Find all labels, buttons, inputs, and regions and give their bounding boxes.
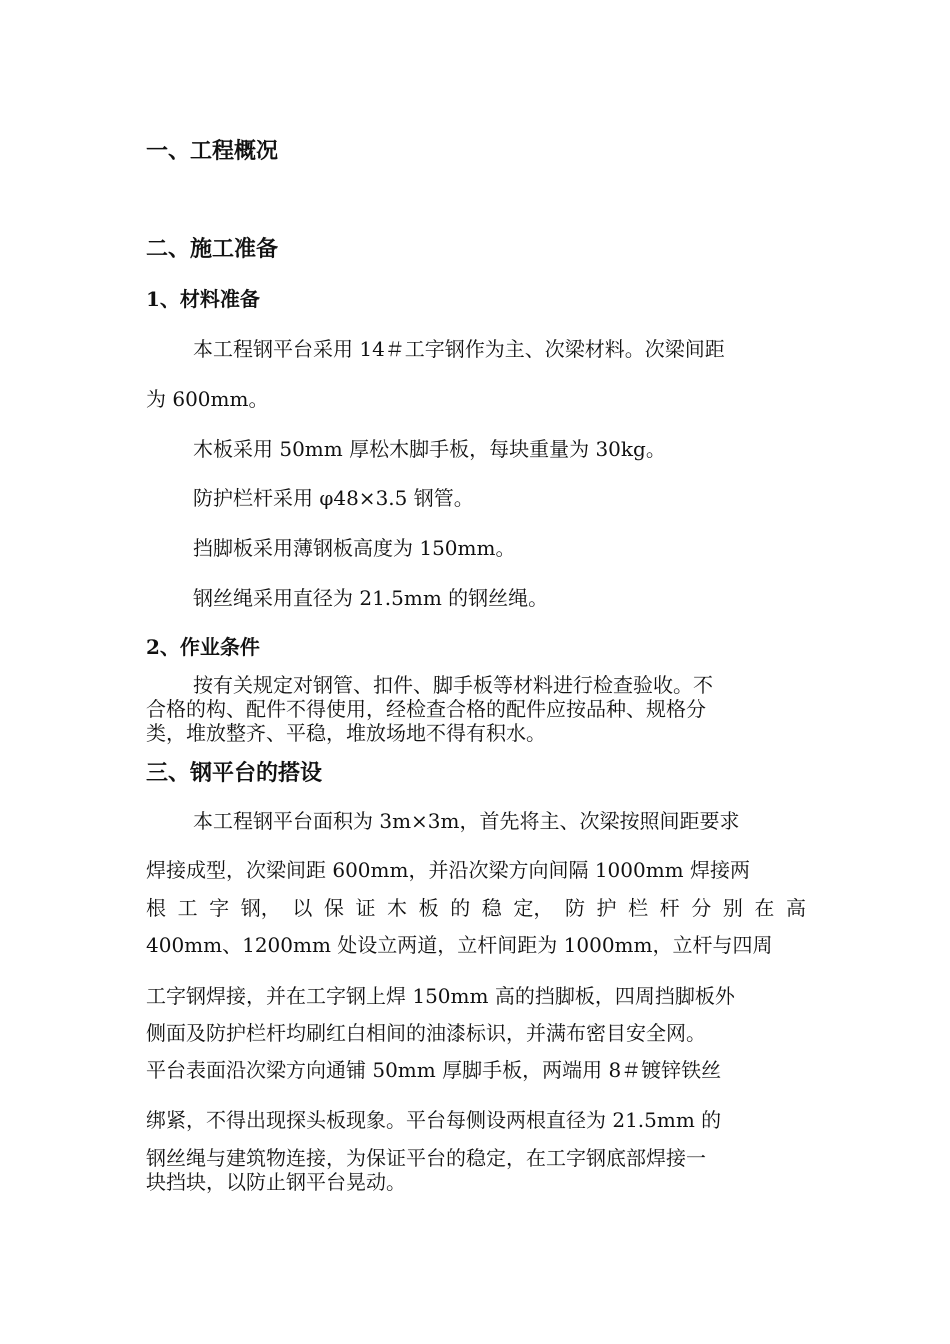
spaced-text-segment: 别	[722, 896, 743, 920]
heading-project-overview: 一、工程概况	[146, 138, 279, 164]
paragraph-erection-line10: 块挡块，以防止钢平台晃动。	[146, 1170, 406, 1194]
spaced-text-segment: 以	[292, 896, 313, 920]
paragraph-erection-line1: 本工程钢平台面积为 3m×3m，首先将主、次梁按照间距要求	[193, 809, 740, 833]
spaced-text-segment: 字	[209, 896, 230, 920]
paragraph-erection-line3	[146, 894, 806, 922]
paragraph-steel-platform-line1: 本工程钢平台采用 14＃工字钢作为主、次梁材料。次梁间距	[193, 337, 725, 361]
paragraph-erection-line2: 焊接成型，次梁间距 600mm，并沿次梁方向间隔 1000mm 焊接两	[146, 858, 751, 882]
subheading-material-preparation: 1、材料准备	[146, 287, 260, 311]
subheading-working-conditions: 2、作业条件	[146, 635, 260, 659]
spaced-text-segment: 板	[418, 896, 439, 920]
spaced-text-segment: 定，	[513, 896, 554, 920]
paragraph-steel-platform-line2: 为 600mm。	[146, 387, 269, 411]
paragraph-wood-board: 木板采用 50mm 厚松木脚手板，每块重量为 30kg。	[193, 437, 666, 461]
spaced-text-segment: 高	[785, 896, 806, 920]
spaced-text-segment: 防	[564, 896, 585, 920]
spaced-text-segment: 工	[177, 896, 198, 920]
spaced-text-segment: 护	[596, 896, 617, 920]
paragraph-toe-board: 挡脚板采用薄钢板高度为 150mm。	[193, 536, 516, 560]
paragraph-erection-line7: 平台表面沿次梁方向通铺 50mm 厚脚手板，两端用 8＃镀锌铁丝	[146, 1058, 722, 1082]
spaced-text-segment: 的	[450, 896, 471, 920]
spaced-text-segment: 钢，	[240, 896, 281, 920]
spaced-text-segment: 栏	[628, 896, 649, 920]
spaced-text-segment: 分	[691, 896, 712, 920]
spaced-text-segment: 根	[146, 896, 166, 920]
paragraph-inspection-line1: 按有关规定对钢管、扣件、脚手板等材料进行检查验收。不	[193, 673, 713, 697]
paragraph-erection-line5: 工字钢焊接，并在工字钢上焊 150mm 高的挡脚板，四周挡脚板外	[146, 984, 735, 1008]
spaced-text-segment: 杆	[659, 896, 680, 920]
paragraph-erection-line8: 绑紧，不得出现探头板现象。平台每侧设两根直径为 21.5mm 的	[146, 1108, 722, 1132]
paragraph-erection-line4: 400mm、1200mm 处设立两道，立杆间距为 1000mm，立杆与四周	[146, 933, 773, 957]
heading-construction-preparation: 二、施工准备	[146, 236, 279, 262]
spaced-text-segment: 稳	[481, 896, 502, 920]
spaced-text-segment: 保	[323, 896, 344, 920]
spaced-text-segment: 木	[387, 896, 408, 920]
paragraph-wire-rope: 钢丝绳采用直径为 21.5mm 的钢丝绳。	[193, 586, 549, 610]
paragraph-erection-line6: 侧面及防护栏杆均刷红白相间的油漆标识，并满布密目安全网。	[146, 1021, 706, 1045]
spaced-text-segment: 在	[754, 896, 775, 920]
spaced-text-segment: 证	[355, 896, 376, 920]
paragraph-guardrail: 防护栏杆采用 φ48×3.5 钢管。	[193, 486, 474, 510]
heading-platform-erection: 三、钢平台的搭设	[146, 760, 323, 786]
paragraph-erection-line9: 钢丝绳与建筑物连接，为保证平台的稳定，在工字钢底部焊接一	[146, 1146, 706, 1170]
paragraph-inspection-line2: 合格的构、配件不得使用，经检查合格的配件应按品种、规格分	[146, 697, 706, 721]
paragraph-inspection-line3: 类，堆放整齐、平稳，堆放场地不得有积水。	[146, 721, 546, 745]
